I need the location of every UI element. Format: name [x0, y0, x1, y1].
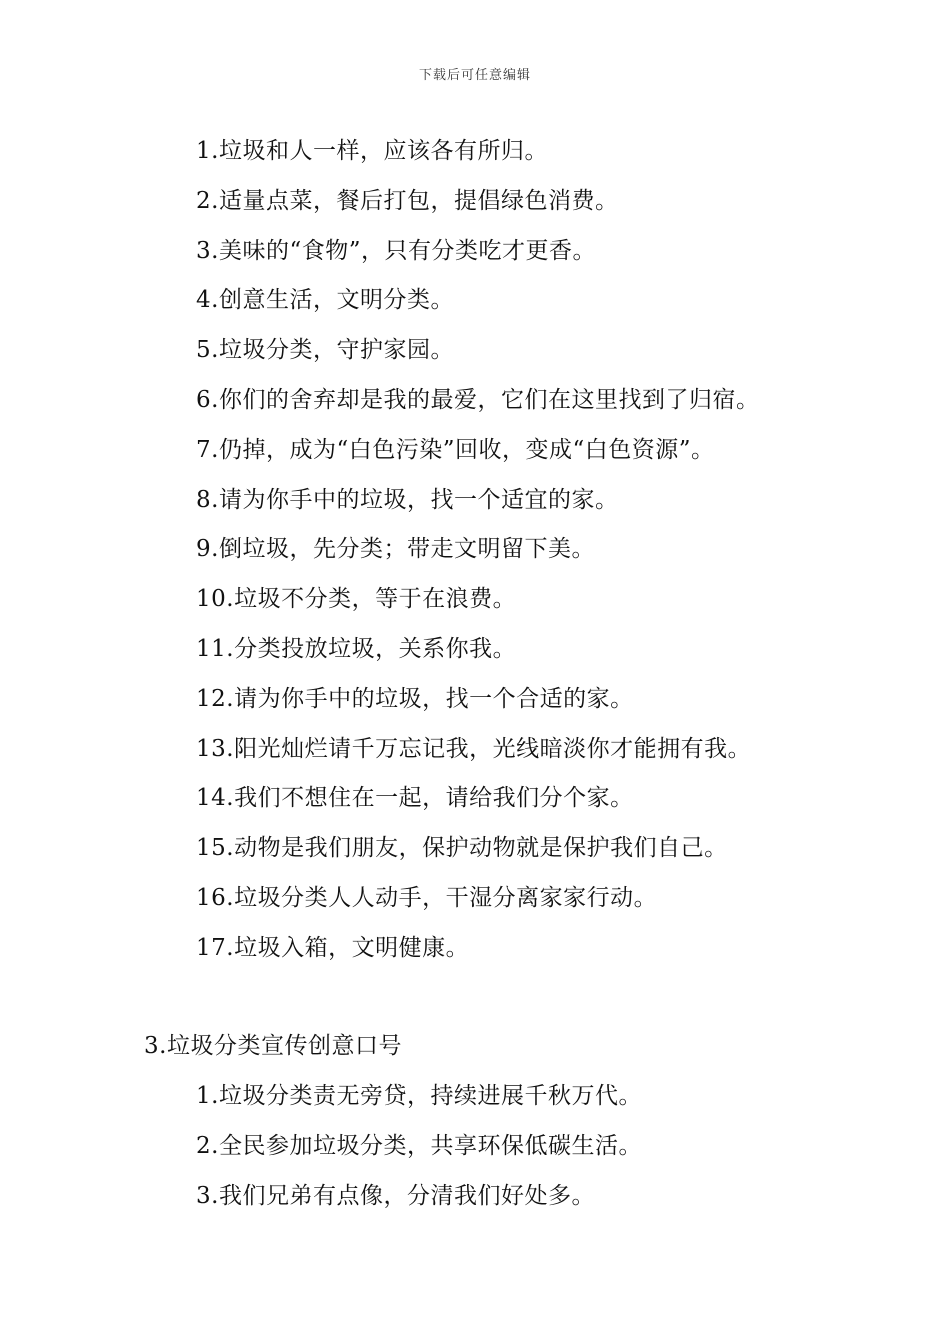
list-item: 12.请为你手中的垃圾，找一个合适的家。 [196, 685, 634, 712]
list-item: 5.垃圾分类，守护家园。 [196, 337, 454, 364]
list-item: 11.分类投放垃圾，关系你我。 [196, 635, 517, 662]
list-item: 1.垃圾和人一样，应该各有所归。 [196, 138, 548, 164]
list-item: 10.垃圾不分类，等于在浪费。 [196, 586, 517, 613]
list-item: 15.动物是我们朋友，保护动物就是保护我们自己。 [196, 835, 728, 862]
list-item: 6.你们的舍弃却是我的最爱，它们在这里找到了归宿。 [196, 386, 760, 413]
page-header-note: 下载后可任意编辑 [418, 68, 531, 83]
list-item: 8.请为你手中的垃圾，找一个适宜的家。 [196, 486, 619, 513]
list-item: 17.垃圾入箱，文明健康。 [196, 934, 470, 961]
list-item: 13.阳光灿烂请千万忘记我，光线暗淡你才能拥有我。 [196, 735, 752, 762]
list-item: 3.我们兄弟有点像，分清我们好处多。 [196, 1182, 595, 1209]
list-item: 2.适量点菜，餐后打包，提倡绿色消费。 [196, 187, 619, 214]
list-item: 7.仍掉，成为“白色污染”回收，变成“白色资源”。 [196, 436, 715, 463]
slogan-list [196, 131, 759, 978]
list-item: 1.垃圾分类责无旁贷，持续进展千秋万代。 [196, 1083, 642, 1109]
list-item: 4.创意生活，文明分类。 [196, 287, 454, 314]
creative-slogan-list [196, 1076, 642, 1225]
list-item: 14.我们不想住在一起，请给我们分个家。 [196, 785, 634, 812]
section-heading: 3.垃圾分类宣传创意口号 [144, 1033, 402, 1059]
list-item: 9.倒垃圾，先分类；带走文明留下美。 [196, 536, 595, 563]
list-item: 2.全民参加垃圾分类，共享环保低碳生活。 [196, 1132, 642, 1159]
list-item: 16.垃圾分类人人动手，干湿分离家家行动。 [196, 884, 658, 911]
list-item: 3.美味的“食物”，只有分类吃才更香。 [196, 237, 596, 264]
